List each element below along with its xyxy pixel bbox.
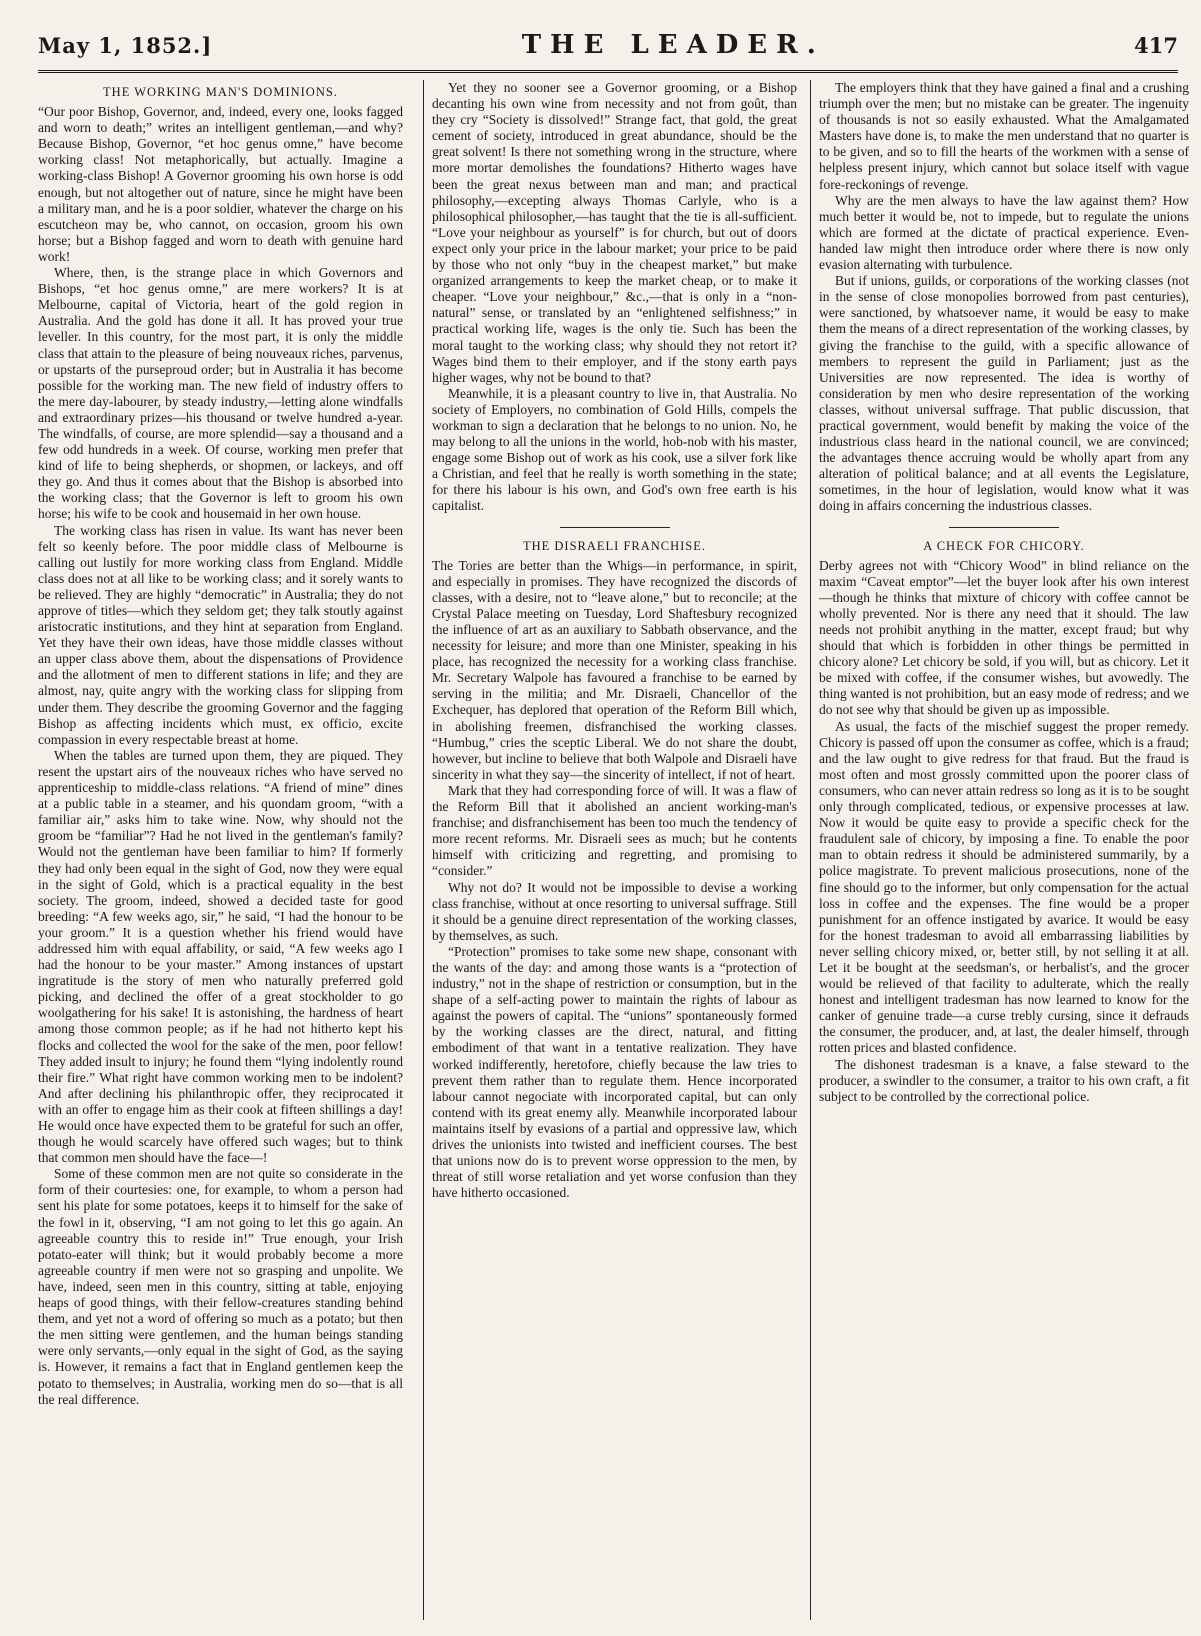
article-paragraph: Derby agrees not with “Chicory Wood” in blind reliance on the maxim “Caveat emptor”—let the buyer look after his own interest—though he thinks that mixture of chicory with coffee cannot be wholly prevented. Nor is there any need that it should. The law needs not prohibit anything in the matter, except fraud; but why should that which is forbidden in other things be permitted in chicory alone? Let chicory be sold, if you will, but as chicory. Let it be mixed with coffee, if the consumer wishes, but avowedly. The thing wanted is not prohibition, but an easy mode of redress; and we do not see why that should be given up as impossible. — [819, 557, 1189, 718]
column-3 — [810, 80, 1189, 1620]
column-1 — [38, 80, 403, 1620]
page-number: 417 — [1134, 33, 1178, 58]
article-paragraph: “Our poor Bishop, Governor, and, indeed, every one, looks fagged and worn to death;” writes an intelligent gentleman,—and why? Because Bishop, Governor, “et hoc genus omne,” have become working class! Not metaphorically, but actually. Imagine a working-class Bishop! A Governor grooming his own horse is odd enough, but not altogether out of nature, since he might have been a military man, and he is a poor soldier, whatever the charge on his escutcheon may be, who cannot, on occasion, groom his own horse; but a Bishop fagged and worn to death with genuine hard work! — [38, 104, 403, 264]
article-paragraph: The dishonest tradesman is a knave, a false steward to the producer, a swindler to the consumer, a traitor to his own craft, a fit subject to be controlled by the correctional police. — [819, 1056, 1189, 1104]
article-paragraph: Mark that they had corresponding force of will. It was a flaw of the Reform Bill that it abolished an ancient working-man's franchise; and disfranchisement has been too much the tendency of more recent reforms. Mr. Disraeli sees as much; but he contents himself with criticizing and regretting, and promising to “consider.” — [432, 782, 797, 879]
article-title-working-mans-dominions: THE WORKING MAN'S DOMINIONS. — [103, 85, 338, 99]
section-divider — [949, 527, 1059, 528]
masthead — [38, 30, 1178, 73]
article-paragraph: “Protection” promises to take some new shape, consonant with the wants of the day: and among those wants is a “protection of industry,” not in the shape of restriction or consumption, but in the shape of a self-acting power to maintain the rights of labour as against the powers of capital. The “unions” spontaneously formed by the working classes are the direct, natural, and fitting embodiment of that want in a tentative realization. They have worked indifferently, heretofore, chiefly because the law tries to prevent them rather than to regulate them. Hence incorporated labour cannot negociate with incorporated capital, but can only contend with its great enemy ally. Meanwhile incorporated labour maintains itself by evasions of a partial and oppressive law, which drives the unionists into twisted and inefficient courses. The best that unions now do is to prevent worse oppression to the men, by threat of still worse retaliation and yet worse confusion than they have hitherto occasioned. — [432, 943, 797, 1201]
article-paragraph: Yet they no sooner see a Governor grooming, or a Bishop decanting his own wine from necessity and not from goût, than they cry “Society is dissolved!” Strange fact, that gold, the great cement of society, introduced in great abundance, should be the great solvent! Is there not something wrong in the structure, where more mortar demolishes the foundations? Hitherto wages have been the great nexus between man and man; and practical philosophy,—excepting always Thomas Carlyle, who is a philosophical philosopher,—has taught that the tie is all-sufficient. “Love your neighbour as yourself” is for church, but out of doors expect only your price in the labour market; your price to be paid by those who not only “buy in the cheapest market,” but make organized arrangements to keep the market cheap, or to make it cheaper. “Love your neighbour,” &c.,—that is only in a “non-natural” sense, or translated by an “enlightened selfishness;” in practical working life, wages is the only tie. Such has been the moral taught to the working class; why should they not retort it? Wages bind them to their employer, and if the stony earth pays higher wages, why not be bound to that? — [432, 80, 797, 385]
issue-date: May 1, 1852.] — [38, 33, 213, 58]
article-title-disraeli-franchise: THE DISRAELI FRANCHISE. — [522, 538, 707, 553]
section-divider — [560, 527, 670, 528]
article-paragraph: As usual, the facts of the mischief suggest the proper remedy. Chicory is passed off upon the consumer as coffee, which is a fraud; and the law ought to give redress for that fraud. But the fraud is most often and most grossly committed upon the poorer class of consumers, who can never attain redress so long as it is to be sought only through complicated, tedious, or expensive processes at law. Now it would be quite easy to provide a specific check for the fraudulent sale of chicory, by imposing a fine. To enable the poor man to obtain redress it should be administered summarily, by a police magistrate. To prevent malicious prosecutions, none of the fine should go to the informer, but only compensation for the actual loss in coffee and the expenses. The fine would be a proper punishment for an offence instigated by avarice. It would be easy for the honest tradesman to avoid all embarrassing liabilities by never selling chicory mixed, or, better still, by not selling it at all. Let it be bought at the seedsman's, or herbalist's, and the grocer would be relieved of that facility to adulterate, which the really honest and intelligent tradesman has now learned to know for the canker of genuine trade—a curse trebly cursing, since it defrauds the consumer, the producer, and, at last, the dealer himself, through rotten prices and blasted confidence. — [819, 718, 1189, 1056]
column-2 — [423, 80, 797, 1620]
article-paragraph: Why are the men always to have the law against them? How much better it would be, not to impede, but to regulate the unions which are formed at the dictate of practical experience. Even-handed law might then introduce order where there is now only evasion alternating with turbulence. — [819, 192, 1189, 273]
article-paragraph: Meanwhile, it is a pleasant country to live in, that Australia. No society of Employers, no combination of Gold Hills, compels the workman to sign a declaration that he belongs to no union. No, he may belong to all the unions in the world, hob-nob with his master, engage some Bishop out of work as his cook, use a silver fork like a Christian, and feel that he really is worth something in the state; for there his labour is his own, and God's own free earth is his capitalist. — [432, 385, 797, 514]
article-paragraph: Why not do? It would not be impossible to devise a working class franchise, without at once resorting to universal suffrage. Still it should be a genuine direct representation of the working classes, by themselves, as such. — [432, 879, 797, 943]
article-paragraph: But if unions, guilds, or corporations of the working classes (not in the sense of close monopolies borrowed from past centuries), were sanctioned, by whatsoever name, it would be easy to make them the means of a direct representation of the working classes, by giving the franchise to the guild, with a specific allowance of members to represent the guild in Parliament; just as the Universities are now represented. The idea is worthy of consideration by men who desire representation of the working classes, without universal suffrage. That public discussion, that practical government, would benefit by making the voice of the industrious class heard in the national council, we are convinced; the advantages thence accruing would be wholly apart from any alteration of political balance; and at all events the Legislature, sometimes, in the hour of legislation, would know what it was doing in affairs concerning the industrious classes. — [819, 273, 1189, 514]
article-paragraph: Some of these common men are not quite so considerate in the form of their courtesies: one, for example, to whom a person had sent his plate for some potatoes, keeps it to himself for the sake of the fowl in it, observing, “I am not going to let this go again. An agreeable country this to reside in!” True enough, your Irish potato-eater will think; but it would probably become a more agreeable country if men were not so grasping and unpolite. We have, indeed, seen men in this country, sitting at table, enjoying heaps of good things, with their fellow-creatures standing behind them, and yet not a word of offering so much as a potato; but then the men sitting were gentlemen, and the human beings standing were only servants,—only equal in the sight of God, as the saying is. However, it remains a fact that in England gentlemen keep the potato to themselves; in Australia, working men do so—that is all the real difference. — [38, 1166, 403, 1407]
article-paragraph: Where, then, is the strange place in which Governors and Bishops, “et hoc genus omne,” are mere workers? It is at Melbourne, capital of Victoria, heart of the gold region in Australia. And the gold has done it all. It has proved your true leveller. In this country, for the most part, it is only the middle class that attain to the pleasure of being nouveaux riches, parvenus, or upstarts of the purseproud order; but in Australia it has become possible for the working man. The new field of industry offers to the mere day-labourer, by steady industry,—letting alone windfalls and extraordinary prizes—his thousand or twelve hundred a-year. The windfalls, of course, are more splendid—say a thousand and a few odd hundreds in a week. Of course, working men prefer that kind of life to being shepherds, or shopmen, or lackeys, and off they go. And thus it comes about that the Bishop is absorbed into the working class; that the Governor is left to groom his own horse; his wife to be cook and housemaid in her own house. — [38, 265, 403, 522]
newspaper-title: THE LEADER. — [521, 30, 825, 60]
article-paragraph: The Tories are better than the Whigs—in performance, in spirit, and especially in promises. They have recognized the discords of classes, with a desire, not to “leave alone,” but to reconcile; at the Crystal Palace meeting on Tuesday, Lord Shaftesbury recognized the influence of art as an auxiliary to Sabbath observance, and the necessity for leisure; and more than one Minister, speaking in his place, has recognized the necessity for a working class franchise. Mr. Secretary Walpole has favoured a franchise to be earned by serving in the militia; and Mr. Disraeli, Chancellor of the Exchequer, has deplored that operation of the Reform Bill which, in abolishing freemen, disfranchised the working classes. “Humbug,” cries the sceptic Liberal. We do not share the doubt, however, but incline to believe that both Walpole and Disraeli have sincerity in what they say—the sincerity of intellect, if not of heart. — [432, 557, 797, 782]
article-paragraph: When the tables are turned upon them, they are piqued. They resent the upstart airs of the nouveaux riches who have served no apprenticeship to middle-class relations. “A friend of mine” dines at a public table in a steamer, and his quondam groom, “with a familiar air,” asks him to take wine. Now, why should not the groom be “familiar”? Had he not lived in the gentleman's family? Would not the gentleman have been familiar to him? If formerly they had only been equal in the sight of God, now they were equal in the sight of Gold, which is a practical equality in the best society. The groom, indeed, showed a decided taste for good breeding: “A few weeks ago, sir,” he said, “I had the honour to be your groom.” It is a question whether his friend would have addressed him with equal affability, or said, “A few weeks ago I had the honour to be your master.” Among instances of upstart ingratitude is the story of men who naturally preferred gold picking, and declined the offer of a great stockholder to go woolgathering for his sake! It is astonishing, the hardness of heart among those common people; as if he had not hitherto kept his flocks and collected the wool for the sake of the men, poor fellow! They added insult to injury; he found them “lying indolently round their fire.” What right have common working men to be indolent? And after declining his philanthropic offer, they reciprocated it with an offer to engage him as their cook at fifteen shillings a day! He would once have expected them to be grateful for such an offer, though he would scarcely have offered such wages; but to think that common men should have the face—! — [38, 747, 403, 1166]
article-paragraph: The working class has risen in value. Its want has never been felt so keenly before. The poor middle class of Melbourne is calling out lustily for more working class from England. Middle class does not at all like to be working class; and it sorely wants to be relieved. They are highly “democratic” in Australia; they do not approve of titles—which they seldom get; they talk stoutly against aristocratic institutions, and they hint at separation from England. Yet they have their own ideas, have those middle classes without an upper class above them, about the dispensations of Providence and the allotment of men to different stations in life; and they are almost, nay, quite angry with the working class for slipping from under them. They describe the grooming Governor and the fagging Bishop as affecting incidents which must, ex officio, excite compassion in every respectable breast at home. — [38, 522, 403, 747]
article-title-check-for-chicory: A CHECK FOR CHICORY. — [923, 538, 1085, 553]
article-paragraph: The employers think that they have gained a final and a crushing triumph over the men; but no mistake can be greater. The ingenuity of thousands is not so easily exhausted. What the Amalgamated Masters have done is, to make the men understand that no quarter is to be given, and so to fill the hearts of the workmen with a sense of helpless present injury, which cannot but solace itself with vague fore-reckonings of revenge. — [819, 80, 1189, 192]
